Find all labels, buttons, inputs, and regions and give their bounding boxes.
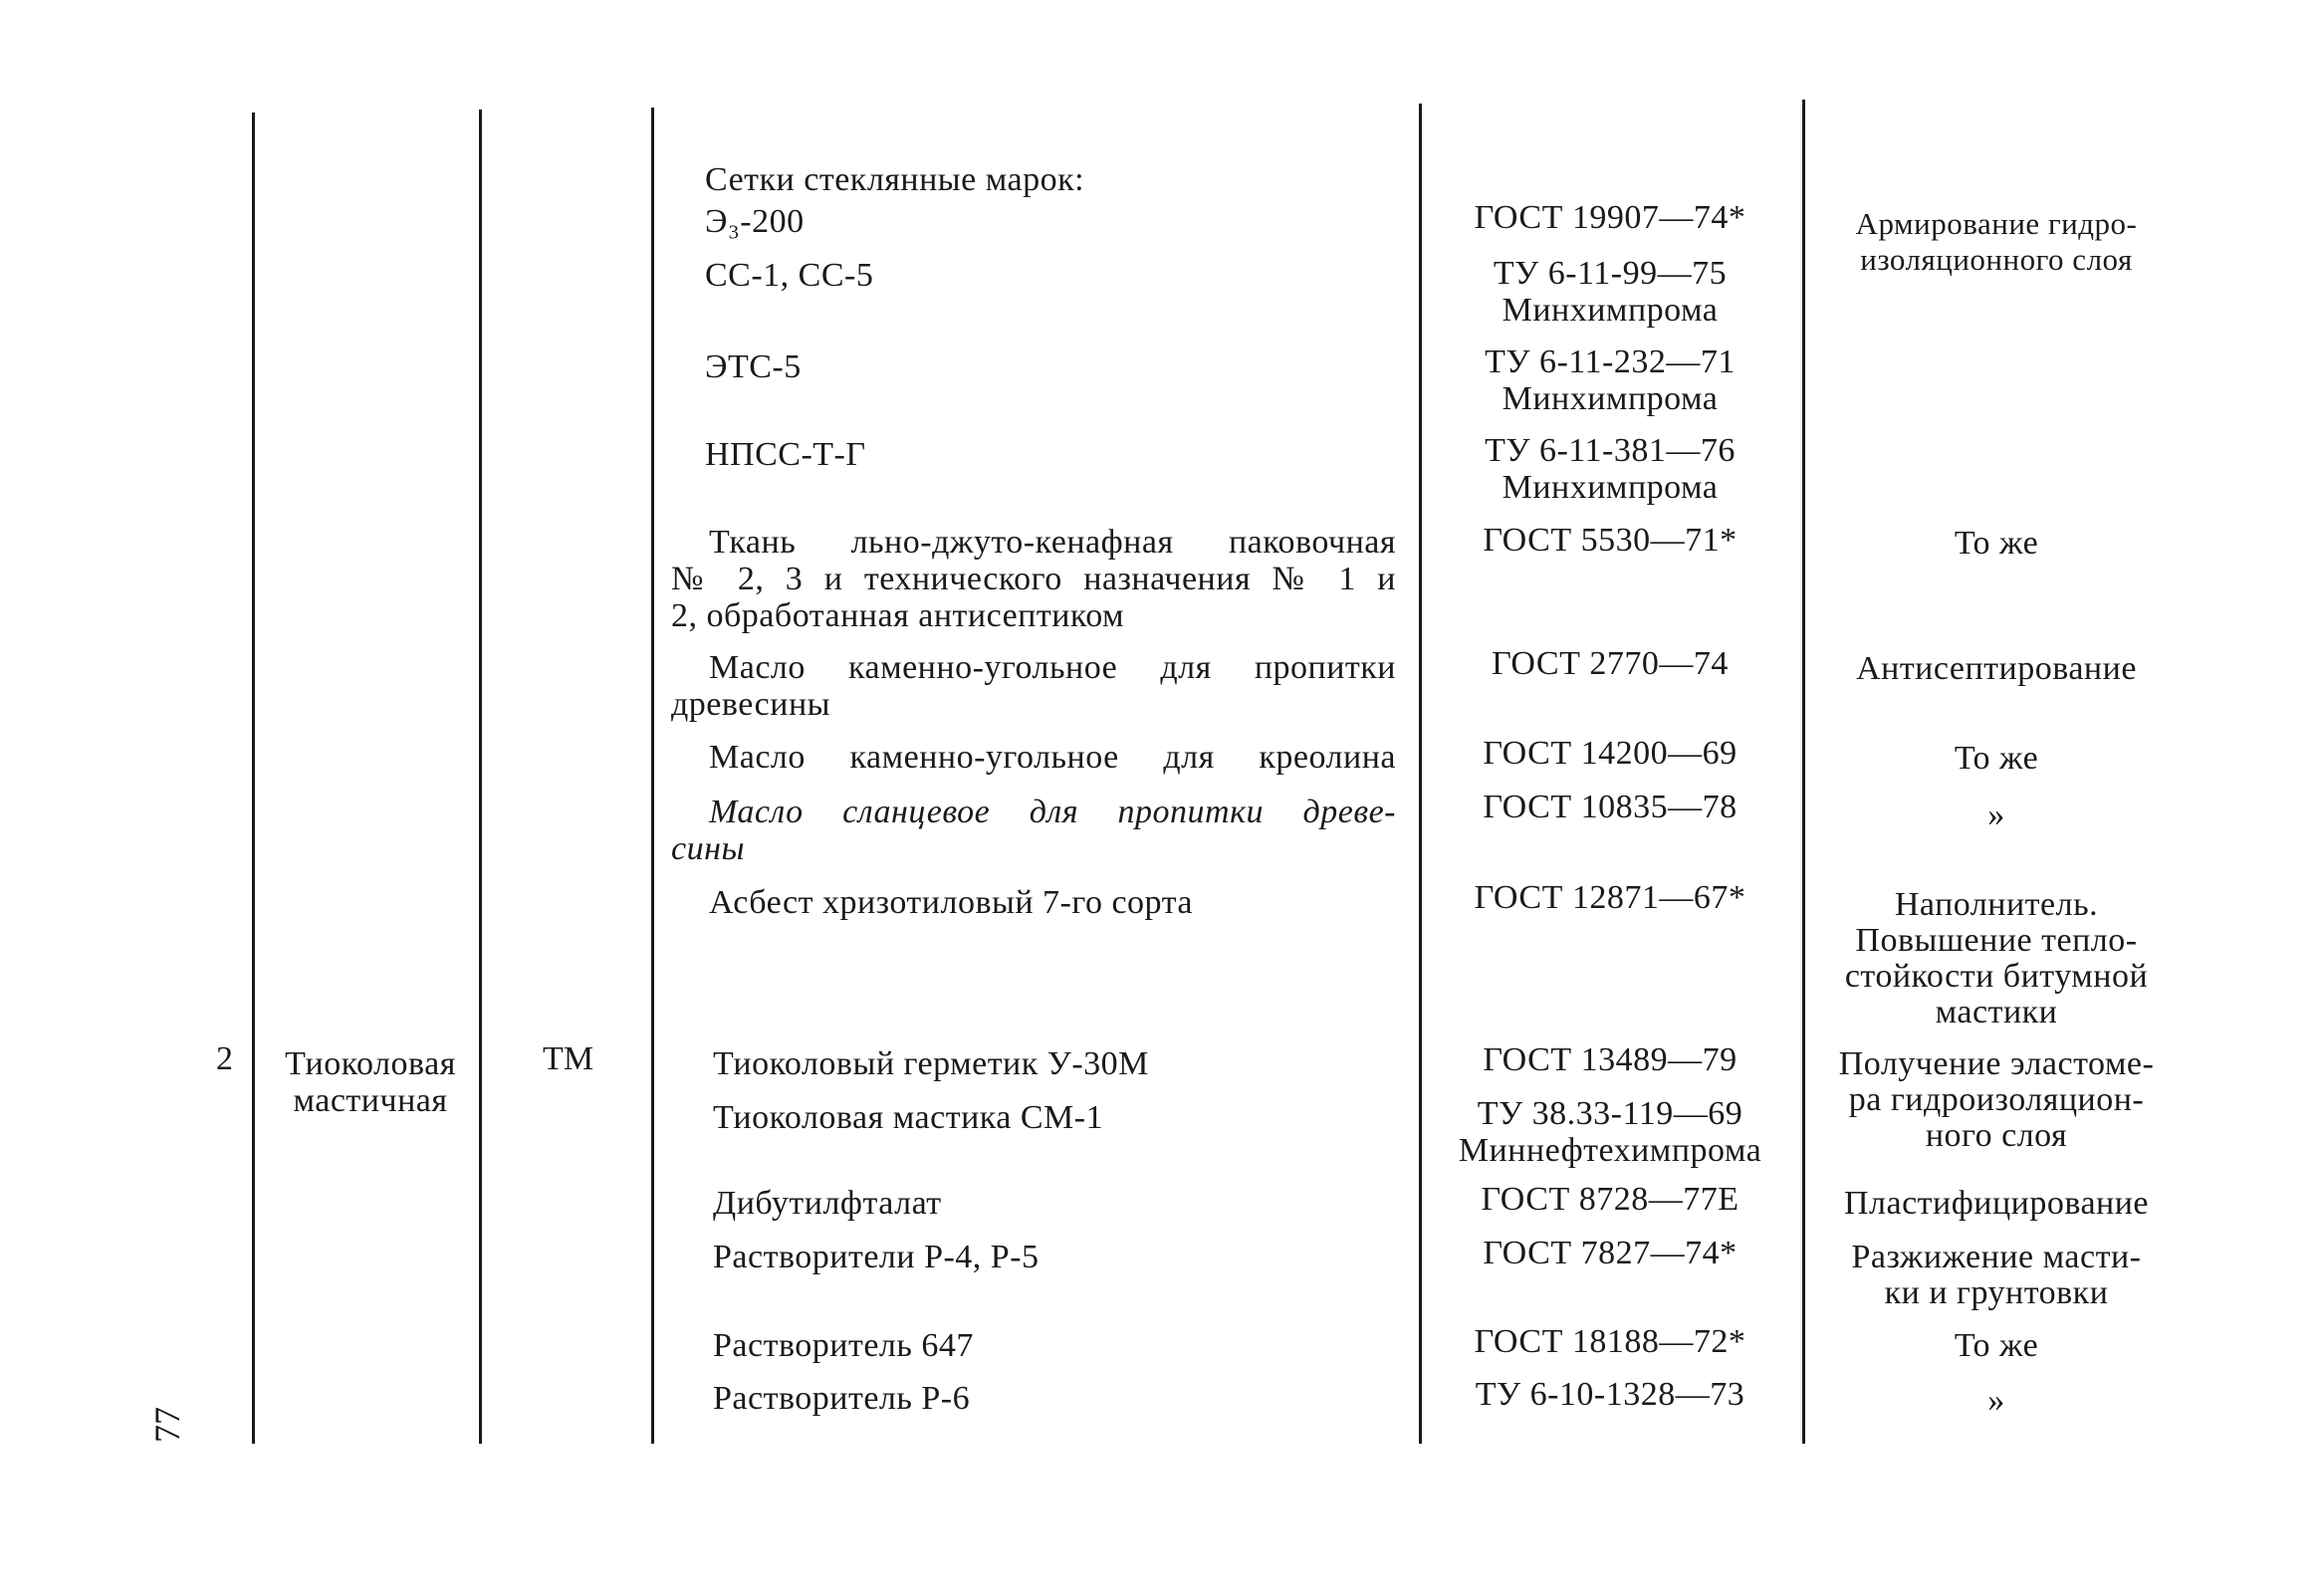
material-name: Тиоколовый герметик У-30М <box>713 1045 1149 1082</box>
material-name: ЭТС-5 <box>705 348 802 385</box>
purpose: Армирование гидро- <box>1855 206 2138 241</box>
purpose: То же <box>1954 1327 2039 1364</box>
row-number: 2 <box>216 1040 234 1077</box>
standard: Минхимпрома <box>1502 469 1719 506</box>
column-divider-2 <box>479 110 482 1444</box>
purpose: ного слоя <box>1925 1117 2068 1154</box>
material-name: древесины <box>671 686 831 723</box>
purpose: ра гидроизоляцион- <box>1848 1081 2145 1118</box>
standard: ГОСТ 8728—77Е <box>1481 1181 1739 1218</box>
material-name: Тиоколовая мастика СМ-1 <box>713 1099 1104 1136</box>
material-name: СС-1, СС-5 <box>705 257 874 294</box>
material-name: 2, обработанная антисептиком <box>671 597 1125 634</box>
column-divider-1 <box>252 113 255 1444</box>
column-divider-5 <box>1802 100 1805 1444</box>
standard: Минхимпрома <box>1502 380 1719 417</box>
material-name: Масло каменно-угольное для креолина <box>709 739 1396 776</box>
purpose: То же <box>1954 525 2039 562</box>
standard: ГОСТ 13489—79 <box>1483 1041 1738 1078</box>
standard: ГОСТ 5530—71* <box>1483 522 1738 559</box>
group-name-line-1: Тиоколовая <box>285 1045 456 1082</box>
material-name: Дибутилфталат <box>713 1185 942 1222</box>
standard: ТУ 6-11-99—75 <box>1493 255 1728 292</box>
standard: ТУ 6-10-1328—73 <box>1475 1376 1745 1413</box>
purpose: Антисептирование <box>1856 650 2137 687</box>
column-divider-4 <box>1419 104 1422 1444</box>
material-name: Масло сланцевое для пропитки древе- <box>709 794 1396 830</box>
standard: ГОСТ 10835—78 <box>1483 789 1738 825</box>
material-name: Э₃-200 <box>705 203 805 240</box>
material-name: Растворитель Р-6 <box>713 1380 971 1417</box>
standard: ТУ 6-11-232—71 <box>1485 343 1736 380</box>
purpose: Наполнитель. <box>1894 886 2099 923</box>
page-number: 77 <box>147 1407 187 1443</box>
standard: Минхимпрома <box>1502 292 1719 329</box>
purpose: То же <box>1954 740 2039 777</box>
purpose: » <box>1987 797 2005 833</box>
purpose: изоляционного слоя <box>1860 242 2133 277</box>
purpose: ки и грунтовки <box>1884 1274 2109 1311</box>
purpose: Разжижение масти- <box>1851 1239 2142 1275</box>
material-name: сины <box>671 830 745 867</box>
standard: ГОСТ 18188—72* <box>1474 1323 1746 1360</box>
column-divider-3 <box>651 108 654 1444</box>
standard: Миннефтехимпрома <box>1458 1132 1762 1169</box>
material-name: Масло каменно-угольное для пропитки <box>709 649 1396 686</box>
section-heading: Сетки стеклянные марок: <box>705 161 1085 198</box>
purpose: Пластифицирование <box>1843 1185 2150 1222</box>
material-code: ТМ <box>543 1040 594 1077</box>
standard: ТУ 6-11-381—76 <box>1485 432 1736 469</box>
purpose: » <box>1987 1382 2005 1419</box>
group-name-line-2: мастичная <box>293 1082 448 1119</box>
standard: ТУ 38.33-119—69 <box>1477 1095 1743 1132</box>
purpose: Повышение тепло- <box>1855 922 2138 959</box>
standard: ГОСТ 12871—67* <box>1474 879 1746 916</box>
material-name: № 2, 3 и технического назначения № 1 и <box>671 561 1396 597</box>
standard: ГОСТ 2770—74 <box>1492 645 1729 682</box>
standard: ГОСТ 19907—74* <box>1474 199 1746 236</box>
purpose: мастики <box>1935 994 2058 1030</box>
material-name: Асбест хризотиловый 7-го сорта <box>709 884 1193 921</box>
purpose: стойкости битумной <box>1844 958 2149 995</box>
material-name: Ткань льно-джуто-кенафная паковочная <box>709 524 1396 561</box>
standard: ГОСТ 14200—69 <box>1483 735 1738 772</box>
material-name: Растворитель 647 <box>713 1327 974 1364</box>
purpose: Получение эластоме- <box>1838 1045 2155 1082</box>
material-name: Растворители Р-4, Р-5 <box>713 1239 1040 1275</box>
standard: ГОСТ 7827—74* <box>1483 1235 1738 1271</box>
material-name: НПСС-Т-Г <box>705 436 866 473</box>
